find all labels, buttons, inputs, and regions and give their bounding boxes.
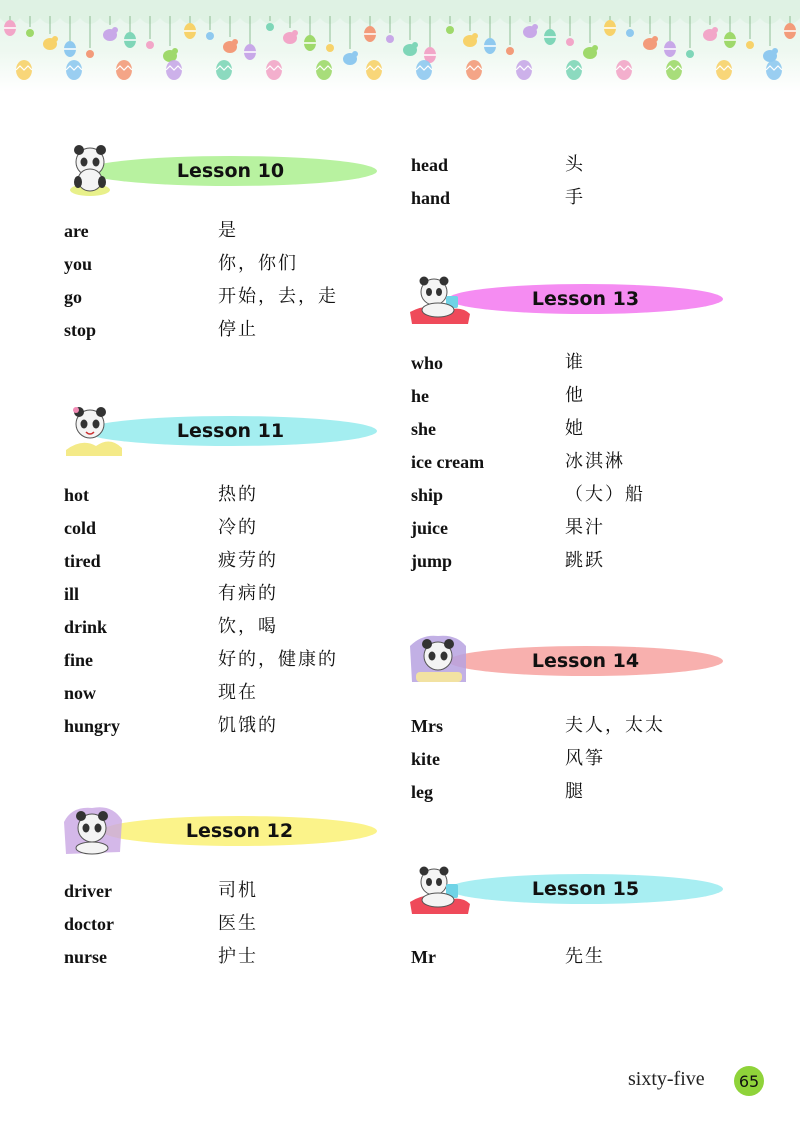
decorative-banner (0, 0, 800, 92)
word-english: she (411, 419, 437, 439)
word-chinese: 是 (218, 220, 238, 241)
word-english: ice cream (411, 452, 485, 472)
word-chinese: 跳跃 (565, 550, 605, 571)
word-chinese: 现在 (218, 682, 258, 703)
word-english: ill (64, 584, 80, 604)
lesson-11-header (62, 408, 382, 452)
word-english: juice (411, 518, 448, 538)
lesson-13-header (408, 276, 728, 320)
word-chinese: 热的 (218, 484, 258, 505)
page-number-badge: 65 (734, 1066, 764, 1096)
word-english: cold (64, 518, 97, 538)
word-chinese: 谁 (565, 352, 585, 373)
lesson-14-header (408, 638, 728, 682)
word-english: kite (411, 749, 440, 769)
lesson-10-header (62, 148, 382, 192)
word-english: are (64, 221, 89, 241)
easter-garland-icon (0, 0, 800, 92)
word-chinese: 手 (565, 187, 585, 208)
word-chinese: 他 (565, 385, 585, 406)
lesson-14-title: Lesson 14 (531, 650, 640, 672)
word-english: jump (411, 551, 453, 571)
word-chinese: 停止 (218, 319, 258, 340)
lesson-13-pill (448, 284, 723, 314)
word-chinese: 饮，喝 (218, 616, 278, 637)
word-chinese: 疲劳的 (218, 550, 278, 571)
word-english: leg (411, 782, 433, 802)
page-footer-text: sixty-five (628, 1068, 705, 1090)
word-chinese: 医生 (218, 913, 258, 934)
word-english: who (411, 353, 444, 373)
word-english: hand (411, 188, 451, 208)
lesson-11-title: Lesson 11 (176, 420, 285, 442)
word-english: ship (411, 485, 444, 505)
word-english: hot (64, 485, 90, 505)
panda-icon (62, 802, 124, 858)
lesson-12-pill (102, 816, 377, 846)
word-chinese: 头 (565, 154, 585, 175)
word-chinese: 先生 (565, 946, 605, 967)
word-english: go (64, 287, 82, 307)
lesson-15-header (408, 866, 728, 910)
lesson-10-pill (84, 156, 377, 186)
word-english: hungry (64, 716, 121, 736)
word-chinese: 冷的 (218, 517, 258, 538)
lesson-15-title: Lesson 15 (531, 878, 640, 900)
word-chinese: 夫人，太太 (565, 715, 665, 736)
lesson-13-title: Lesson 13 (531, 288, 640, 310)
word-english: drink (64, 617, 108, 637)
word-english: Mrs (411, 716, 443, 736)
word-chinese: 司机 (218, 880, 258, 901)
word-english: fine (64, 650, 93, 670)
word-english: nurse (64, 947, 108, 967)
lesson-14-pill (448, 646, 723, 676)
word-chinese: 腿 (565, 781, 585, 802)
word-chinese: 护士 (218, 946, 258, 967)
word-chinese: 冰淇淋 (565, 451, 625, 472)
word-chinese: 她 (565, 418, 585, 439)
word-chinese: 你，你们 (218, 253, 298, 274)
lesson-15-pill (448, 874, 723, 904)
word-chinese: 饥饿的 (218, 715, 278, 736)
word-english: tired (64, 551, 101, 571)
word-chinese: 风筝 (565, 748, 605, 769)
word-english: he (411, 386, 429, 406)
panda-icon (62, 402, 124, 458)
word-english: doctor (64, 914, 114, 934)
word-english: head (411, 155, 449, 175)
word-english: stop (64, 320, 97, 340)
word-chinese: 好的，健康的 (218, 649, 338, 670)
lesson-10-title: Lesson 10 (176, 160, 285, 182)
panda-icon (408, 270, 470, 326)
word-english: driver (64, 881, 112, 901)
word-chinese: 有病的 (218, 583, 278, 604)
panda-icon (62, 142, 124, 198)
lesson-12-header (62, 808, 382, 852)
lesson-11-pill (84, 416, 377, 446)
word-english: now (64, 683, 97, 703)
word-chinese: 开始，去，走 (218, 286, 338, 307)
word-english: Mr (411, 947, 436, 967)
word-english: you (64, 254, 93, 274)
word-chinese: （大）船 (565, 484, 645, 505)
lesson-12-title: Lesson 12 (185, 820, 294, 842)
word-chinese: 果汁 (565, 517, 605, 538)
panda-icon (408, 632, 470, 688)
panda-icon (408, 860, 470, 916)
